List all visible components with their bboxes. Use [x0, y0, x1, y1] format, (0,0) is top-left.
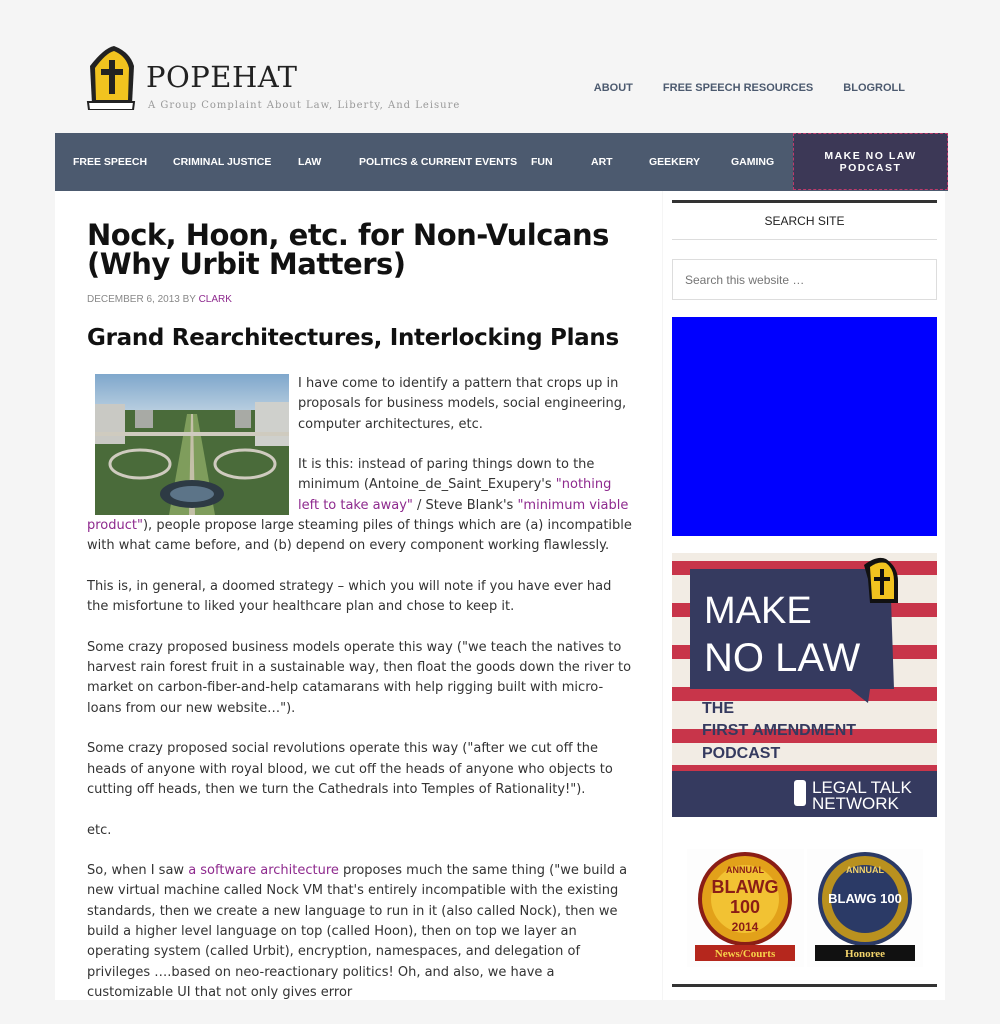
paragraph-7-text-a: So, when I saw [87, 863, 189, 879]
badge1-blawg-text: BLAWG [711, 877, 779, 897]
badge2-ribbon-text: Honoree [844, 948, 886, 960]
paragraph-4: Some crazy proposed business models operate this way ("we teach the natives to harvest rain forest fruit in a sustainable way, then float the goods down the river to market on carbon-fiber-and-help catamarans with help rigging built with micro-loans from our new website…"). [87, 639, 632, 716]
link-nothing-left-to-take-away[interactable]: "nothing left to take away" [298, 477, 612, 513]
post-date: DECEMBER 6, 2013 [87, 294, 180, 305]
badge1-ribbon-text: News/Courts [714, 948, 776, 960]
header-nav-blogroll[interactable]: BLOGROLL [843, 82, 905, 94]
badge2-annual-text: ANNUAL [846, 865, 884, 875]
nav-fun[interactable]: FUN [531, 156, 553, 168]
site-logo[interactable] [86, 44, 461, 114]
paragraph-2-text-a: It is this: instead of paring things down to the minimum (Antoine_de_Saint_Exupery's [298, 457, 595, 493]
banner-make-text: MAKE [704, 590, 812, 632]
banner-first-amendment-text: FIRST AMENDMENT [702, 722, 857, 739]
banner-legal-talk-text: LEGAL TALK [812, 778, 912, 797]
nav-law[interactable]: LAW [298, 156, 322, 168]
search-widget-title: SEARCH SITE [672, 200, 937, 240]
microphone-icon [794, 780, 806, 806]
banner-network-text: NETWORK [812, 794, 899, 813]
paragraph-1: I have come to identify a pattern that crops up in proposals for business models, social engineering, computer architectures, etc. [298, 376, 627, 432]
mitre-logo-icon [86, 44, 136, 110]
nav-criminal-justice[interactable]: CRIMINAL JUSTICE [173, 156, 272, 168]
site-tagline: A Group Complaint About Law, Liberty, And Leisure [148, 100, 461, 111]
paragraph-3: This is, in general, a doomed strategy – which you will note if you have ever had the misfortune to liked your healthcare plan and chose to keep it. [87, 578, 612, 615]
podcast-button-line1: MAKE NO LAW [824, 150, 917, 162]
make-no-law-podcast-button[interactable] [793, 133, 948, 190]
header-nav-about[interactable]: ABOUT [593, 82, 633, 94]
nav-free-speech[interactable]: FREE SPEECH [73, 156, 148, 168]
badge1-annual-text: ANNUAL [726, 865, 764, 875]
badge2-blawg-text: BLAWG 100 [828, 891, 902, 906]
post-by: BY [182, 294, 196, 305]
post-meta [87, 294, 232, 305]
nav-geekery[interactable]: GEEKERY [649, 156, 700, 168]
header-nav [594, 82, 905, 94]
post-subheading: Grand Rearchitectures, Interlocking Plans [87, 325, 619, 351]
paragraph-2-text-b: / Steve Blank's [412, 497, 518, 513]
main-nav [55, 133, 948, 191]
nav-politics[interactable]: POLITICS & CURRENT EVENTS [359, 156, 518, 168]
link-minimum-viable-product[interactable]: "minimum viable product" [87, 497, 629, 534]
paragraph-7-text-b: proposes much the same thing ("we build a new virtual machine called Nock VM that's entirely incompatible with the existing standards, then we create a new language to run in it (also called Nock), then we build a higher level language on top (called Hoon), then on top we layer an operating system (called Urbit), encryption, namespaces, and delegation of privileges ….based on neo-reactionary politics! Oh, and also, we have a customizable UI that not only gives error [87, 863, 628, 1000]
post-title: Nock, Hoon, etc. for Non-Vulcans (Why Urbit Matters) [87, 218, 609, 281]
make-no-law-podcast-banner[interactable] [672, 553, 937, 817]
badge1-year-text: 2014 [731, 920, 759, 934]
banner-podcast-text: PODCAST [702, 745, 781, 762]
advertisement-box[interactable] [672, 317, 937, 536]
banner-no-law-text: NO LAW [704, 636, 861, 680]
post-author-link[interactable]: CLARK [198, 294, 232, 305]
nav-art[interactable]: ART [591, 156, 613, 168]
paragraph-5: Some crazy proposed social revolutions operate this way ("after we cut off the heads of anyone with royal blood, we cut off the heads of anyone who objects to cutting off heads, then we turn the Cathedrals into Temples of Rationality!"). [87, 741, 613, 797]
paragraph-7 [87, 861, 632, 1003]
sidebar-divider [672, 984, 937, 987]
paragraph-2-text-c: ), people propose large steaming piles of things which are (a) incompatible with what came before, and (b) depend on every component working flawlessly. [87, 518, 632, 554]
banner-the-text: THE [702, 700, 734, 717]
badge1-100-text: 100 [729, 897, 761, 917]
paragraph-6: etc. [87, 822, 112, 838]
nav-gaming[interactable]: GAMING [731, 156, 775, 168]
post-content [55, 191, 662, 1000]
podcast-button-line2: PODCAST [839, 162, 902, 174]
blawg-100-badges[interactable] [687, 849, 923, 967]
link-software-architecture[interactable]: a software architecture [188, 863, 339, 879]
site-title[interactable]: POPEHAT [146, 60, 298, 94]
header-nav-free-speech-resources[interactable]: FREE SPEECH RESOURCES [662, 82, 814, 94]
sidebar [663, 191, 945, 1000]
post-body [87, 374, 632, 1024]
search-input[interactable] [672, 259, 937, 300]
